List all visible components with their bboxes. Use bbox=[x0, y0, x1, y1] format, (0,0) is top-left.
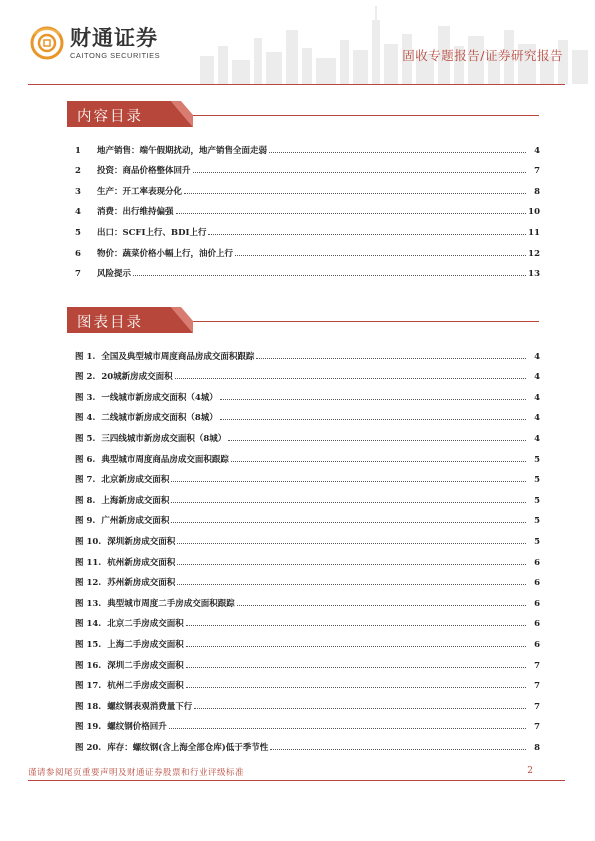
header-divider bbox=[28, 84, 565, 85]
toc-list bbox=[75, 135, 540, 279]
logo-coin-icon bbox=[30, 26, 64, 60]
toc-entry-title: 地产销售：端午假期扰动，地产销售全面走弱 bbox=[97, 145, 268, 156]
toc-entry-page: 12 bbox=[528, 248, 540, 259]
dot-leader bbox=[186, 625, 526, 626]
toc-entry-number: 1 bbox=[75, 145, 81, 156]
dot-leader bbox=[171, 522, 526, 523]
figure-entry-title: 三四线城市新房成交面积（8城） bbox=[101, 433, 227, 444]
toc-entry[interactable] bbox=[75, 217, 540, 238]
dot-leader bbox=[175, 378, 526, 379]
toc-entry[interactable] bbox=[75, 156, 540, 177]
figure-entry-title: 杭州二手房成交面积 bbox=[107, 681, 184, 692]
figure-entry[interactable] bbox=[75, 465, 540, 486]
toc-entry-title: 物价：蔬菜价格小幅上行，油价上行 bbox=[97, 248, 234, 259]
figure-entry[interactable] bbox=[75, 568, 540, 589]
figure-entry-page: 7 bbox=[534, 701, 540, 712]
dot-leader bbox=[235, 255, 526, 256]
dot-leader bbox=[133, 275, 526, 276]
dot-leader bbox=[169, 728, 526, 729]
figures-list bbox=[75, 341, 540, 753]
dot-leader bbox=[270, 749, 526, 750]
figure-entry[interactable] bbox=[75, 588, 540, 609]
figure-entry-page: 8 bbox=[534, 742, 540, 753]
dot-leader bbox=[176, 213, 526, 214]
figure-entry-title: 螺纹钢价格回升 bbox=[107, 722, 167, 733]
figure-entry-page: 7 bbox=[534, 681, 540, 692]
report-type-label: 固收专题报告/证券研究报告 bbox=[402, 48, 563, 63]
figures-banner bbox=[67, 307, 192, 333]
figure-entry-title: 北京新房成交面积 bbox=[101, 475, 170, 486]
figure-entry-page: 6 bbox=[534, 619, 540, 630]
figure-entry[interactable] bbox=[75, 526, 540, 547]
figure-entry-label: 图 19. bbox=[75, 722, 102, 733]
figure-entry-page: 4 bbox=[534, 413, 540, 424]
figure-entry-page: 6 bbox=[534, 639, 540, 650]
figure-entry-title: 杭州新房成交面积 bbox=[107, 557, 176, 568]
figure-entry-page: 5 bbox=[534, 536, 540, 547]
dot-leader bbox=[231, 461, 526, 462]
figure-entry-page: 6 bbox=[534, 557, 540, 568]
figure-entry[interactable] bbox=[75, 403, 540, 424]
toc-entry-title: 生产：开工率表现分化 bbox=[97, 186, 183, 197]
toc-entry-number: 6 bbox=[75, 248, 81, 259]
toc-entry-title: 出口：SCFI上行、BDI上行 bbox=[97, 227, 207, 238]
page-number: 2 bbox=[527, 766, 533, 776]
dot-leader bbox=[171, 502, 526, 503]
figure-entry-page: 7 bbox=[534, 660, 540, 671]
toc-entry-page: 11 bbox=[528, 227, 540, 238]
dot-leader bbox=[194, 708, 526, 709]
figure-entry-title: 上海二手房成交面积 bbox=[107, 639, 184, 650]
figure-entry[interactable] bbox=[75, 691, 540, 712]
figure-entry[interactable] bbox=[75, 485, 540, 506]
dot-leader bbox=[177, 543, 526, 544]
dot-leader bbox=[171, 481, 526, 482]
figure-entry[interactable] bbox=[75, 712, 540, 733]
toc-header-rule bbox=[193, 115, 539, 116]
figure-entry-title: 北京二手房成交面积 bbox=[107, 619, 184, 630]
figure-entry[interactable] bbox=[75, 444, 540, 465]
figure-entry-title: 二线城市新房成交面积（8城） bbox=[101, 413, 218, 424]
figure-entry-label: 图 3. bbox=[75, 392, 96, 403]
figures-title: 图表目录 bbox=[77, 315, 143, 331]
figure-entry-label: 图 6. bbox=[75, 454, 96, 465]
figure-entry-label: 图 13. bbox=[75, 598, 102, 609]
figure-entry-page: 7 bbox=[534, 722, 540, 733]
figure-entry[interactable] bbox=[75, 732, 540, 753]
figure-entry[interactable] bbox=[75, 547, 540, 568]
figure-entry[interactable] bbox=[75, 671, 540, 692]
dot-leader bbox=[177, 584, 526, 585]
toc-entry[interactable] bbox=[75, 197, 540, 218]
dot-leader bbox=[228, 440, 526, 441]
figure-entry-label: 图 7. bbox=[75, 475, 96, 486]
dot-leader bbox=[193, 172, 526, 173]
figure-entry[interactable] bbox=[75, 629, 540, 650]
toc-entry-page: 13 bbox=[528, 269, 540, 280]
toc-entry[interactable] bbox=[75, 176, 540, 197]
dot-leader bbox=[186, 687, 526, 688]
figure-entry-label: 图 5. bbox=[75, 433, 96, 444]
dot-leader bbox=[220, 399, 526, 400]
logo-english-name: CAITONG SECURITIES bbox=[70, 50, 161, 60]
figure-entry-title: 螺纹钢表观消费量下行 bbox=[107, 701, 193, 712]
toc-entry[interactable] bbox=[75, 259, 540, 280]
figure-entry-title: 典型城市周度二手房成交面积跟踪 bbox=[107, 598, 235, 609]
figure-entry-label: 图 9. bbox=[75, 516, 96, 527]
figure-entry-title: 广州新房成交面积 bbox=[101, 516, 170, 527]
toc-entry-number: 2 bbox=[75, 166, 81, 177]
figure-entry-title: 苏州新房成交面积 bbox=[107, 578, 176, 589]
figure-entry[interactable] bbox=[75, 506, 540, 527]
figure-entry-label: 图 11. bbox=[75, 557, 102, 568]
toc-entry-number: 3 bbox=[75, 186, 81, 197]
figure-entry-label: 图 20. bbox=[75, 742, 102, 753]
figure-entry[interactable] bbox=[75, 362, 540, 383]
footer-disclaimer: 谨请参阅尾页重要声明及财通证券股票和行业评级标准 bbox=[28, 768, 245, 778]
toc-entry-page: 7 bbox=[534, 166, 540, 177]
dot-leader bbox=[220, 419, 526, 420]
figure-entry-page: 4 bbox=[534, 351, 540, 362]
figure-entry-page: 6 bbox=[534, 578, 540, 589]
figures-section-header bbox=[67, 307, 192, 333]
figure-entry-label: 图 14. bbox=[75, 619, 102, 630]
toc-entry[interactable] bbox=[75, 135, 540, 156]
company-logo bbox=[30, 26, 160, 60]
figure-entry-page: 4 bbox=[534, 392, 540, 403]
page-header bbox=[0, 0, 595, 86]
dot-leader bbox=[237, 605, 526, 606]
dot-leader bbox=[186, 667, 526, 668]
toc-entry-title: 风险提示 bbox=[97, 269, 132, 280]
dot-leader bbox=[256, 358, 526, 359]
figure-entry-title: 一线城市新房成交面积（4城） bbox=[101, 392, 218, 403]
toc-section-header bbox=[67, 101, 192, 127]
figure-entry-label: 图 15. bbox=[75, 639, 102, 650]
figure-entry-page: 5 bbox=[534, 495, 540, 506]
figure-entry-page: 5 bbox=[534, 475, 540, 486]
figure-entry-label: 图 2. bbox=[75, 372, 96, 383]
figure-entry-label: 图 10. bbox=[75, 536, 102, 547]
figure-entry-title: 深圳二手房成交面积 bbox=[107, 660, 184, 671]
figure-entry-title: 典型城市周度商品房成交面积跟踪 bbox=[101, 454, 229, 465]
figure-entry[interactable] bbox=[75, 650, 540, 671]
dot-leader bbox=[208, 234, 526, 235]
toc-entry-page: 4 bbox=[534, 145, 540, 156]
figure-entry-label: 图 8. bbox=[75, 495, 96, 506]
figure-entry-title: 上海新房成交面积 bbox=[101, 495, 170, 506]
figure-entry-label: 图 17. bbox=[75, 681, 102, 692]
figure-entry-label: 图 16. bbox=[75, 660, 102, 671]
figure-entry-label: 图 12. bbox=[75, 578, 102, 589]
toc-entry[interactable] bbox=[75, 238, 540, 259]
figures-header-rule bbox=[193, 321, 539, 322]
figure-entry-page: 5 bbox=[534, 454, 540, 465]
toc-title: 内容目录 bbox=[77, 109, 143, 125]
figure-entry-title: 全国及典型城市周度商品房成交面积跟踪 bbox=[101, 351, 255, 362]
figure-entry-title: 深圳新房成交面积 bbox=[107, 536, 176, 547]
figure-entry-page: 4 bbox=[534, 433, 540, 444]
toc-entry-page: 8 bbox=[534, 186, 540, 197]
figure-entry-page: 4 bbox=[534, 372, 540, 383]
city-skyline-watermark bbox=[180, 0, 595, 84]
toc-entry-number: 5 bbox=[75, 227, 81, 238]
figure-entry[interactable] bbox=[75, 423, 540, 444]
figure-entry-page: 6 bbox=[534, 598, 540, 609]
toc-entry-page: 10 bbox=[528, 207, 540, 218]
dot-leader bbox=[177, 564, 526, 565]
figure-entry[interactable] bbox=[75, 341, 540, 362]
toc-banner bbox=[67, 101, 192, 127]
toc-entry-number: 7 bbox=[75, 269, 81, 280]
footer-divider bbox=[28, 780, 565, 781]
dot-leader bbox=[186, 646, 526, 647]
logo-chinese-name: 财通证券 bbox=[70, 24, 158, 50]
toc-entry-title: 投资：商品价格整体回升 bbox=[97, 166, 191, 177]
figure-entry-label: 图 18. bbox=[75, 701, 102, 712]
toc-entry-number: 4 bbox=[75, 207, 81, 218]
figure-entry-title: 20城新房成交面积 bbox=[101, 372, 173, 383]
dot-leader bbox=[184, 193, 526, 194]
figure-entry[interactable] bbox=[75, 382, 540, 403]
figure-entry-page: 5 bbox=[534, 516, 540, 527]
figure-entry-label: 图 4. bbox=[75, 413, 96, 424]
figure-entry-title: 库存：螺纹钢(含上海全部仓库)低于季节性 bbox=[107, 742, 269, 753]
dot-leader bbox=[269, 152, 526, 153]
figure-entry[interactable] bbox=[75, 609, 540, 630]
toc-entry-title: 消费：出行维持偏强 bbox=[97, 207, 174, 218]
figure-entry-label: 图 1. bbox=[75, 351, 96, 362]
